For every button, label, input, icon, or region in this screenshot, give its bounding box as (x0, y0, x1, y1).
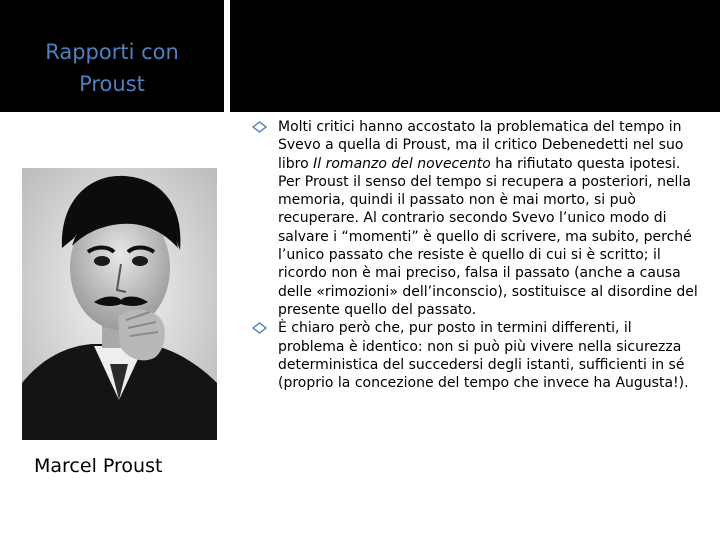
portrait-photo (22, 168, 217, 440)
header-banner (230, 0, 720, 112)
bullet-text-start: È chiaro però che, pur posto in termini differenti, il problema è identico: non si può più vivere nella sicurezza deterministica del succedersi degli istanti, sufficienti in sé (proprio la concezione del tempo che invece ha Augusta!). (278, 320, 689, 392)
hollow-diamond-bullet-icon (252, 121, 267, 133)
slide-title-line-2: Proust (79, 72, 145, 97)
slide-title-line-1: Rapporti con (45, 40, 179, 65)
portrait-caption: Marcel Proust (34, 455, 163, 477)
hollow-diamond-bullet-icon (252, 322, 267, 334)
bullet-list (252, 118, 700, 392)
bullet-text-start: Molti critici hanno accostato la problematica del tempo in Svevo a quella di Proust, ma il critico Debenedetti nel suo libro (278, 119, 684, 172)
bullet-text (278, 119, 698, 318)
book-title: Il romanzo del novecento (313, 155, 491, 172)
bullet-item (252, 118, 700, 319)
slide-title (0, 36, 224, 100)
bullet-text (278, 320, 689, 391)
bullet-item (252, 319, 700, 392)
bullet-text-end: ha rifiutato questa ipotesi. Per Proust il senso del tempo si recupera a posteriori, nella memoria, quindi il passato non è mai morto, si può recuperare. Al contrario secondo Svevo l’unico modo di salvare i “momenti” è quello di scrivere, ma subito, perché l’unico passato che resiste è quello di cui si è scritto; il ricordo non è mai preciso, falsa il passato (anche a causa delle «rimozioni» dell’inconscio), sostituisce al disordine del presente quello del passato. (278, 155, 698, 318)
